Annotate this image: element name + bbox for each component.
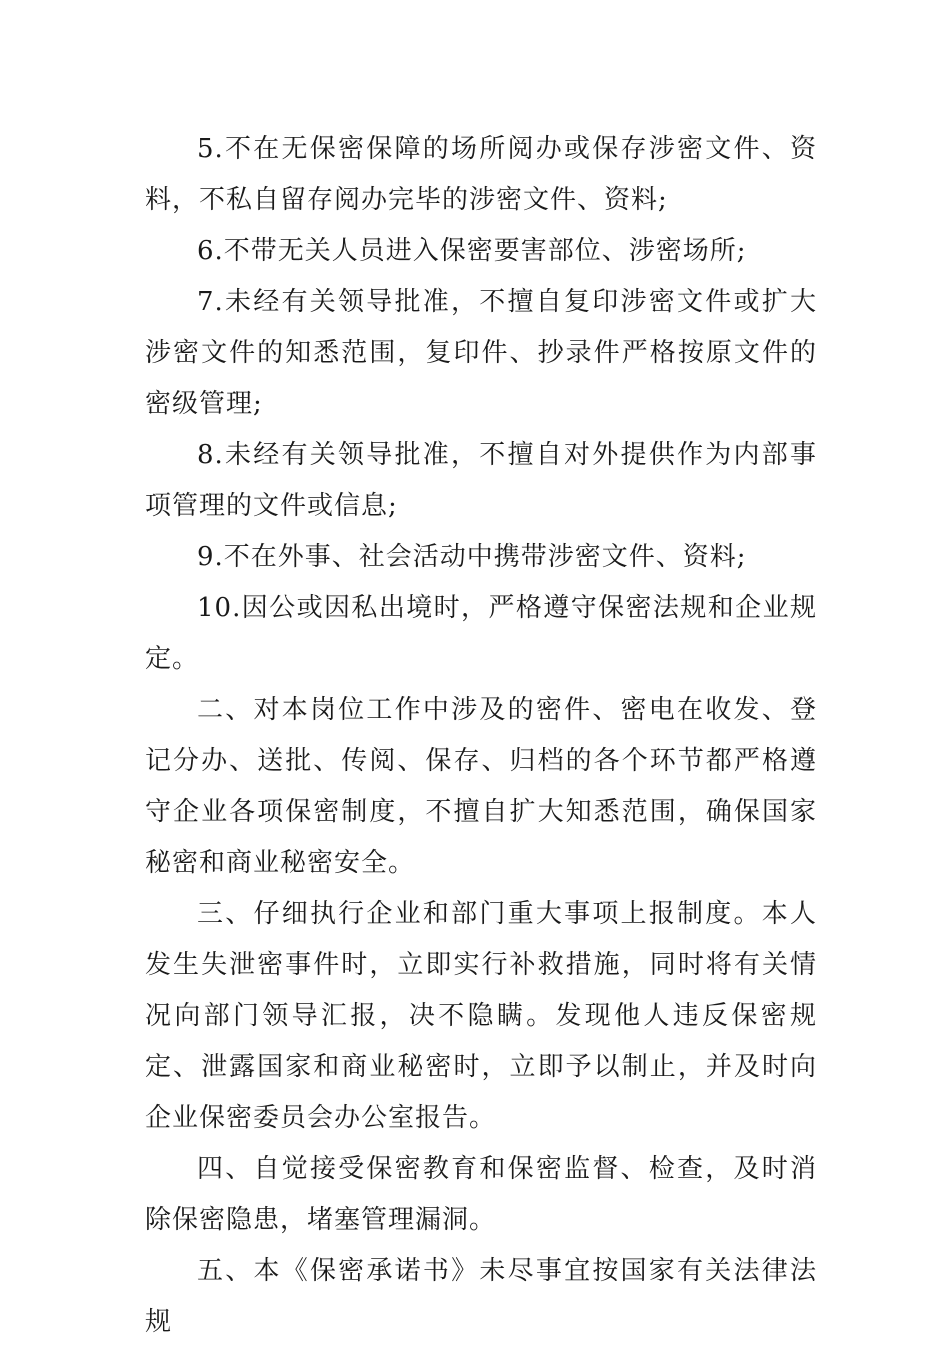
paragraph-item-10: 10.因公或因私出境时，严格遵守保密法规和企业规定。: [145, 593, 817, 674]
paragraph-item-5: 5.不在无保密保障的场所阅办或保存涉密文件、资料，不私自留存阅办完毕的涉密文件、资料;: [145, 134, 817, 215]
paragraph-section-4: 四、自觉接受保密教育和保密监督、检查，及时消除保密隐患，堵塞管理漏洞。: [145, 1154, 817, 1235]
paragraph-section-2: 二、对本岗位工作中涉及的密件、密电在收发、登记分办、送批、传阅、保存、归档的各个环节都严格遵守企业各项保密制度，不擅自扩大知悉范围，确保国家秘密和商业秘密安全。: [145, 695, 817, 878]
paragraph-section-3: 三、仔细执行企业和部门重大事项上报制度。本人发生失泄密事件时，立即实行补救措施，同时将有关情况向部门领导汇报，决不隐瞒。发现他人违反保密规定、泄露国家和商业秘密时，立即予以制止，并及时向企业保密委员会办公室报告。: [145, 899, 817, 1133]
paragraph-item-9: 9.不在外事、社会活动中携带涉密文件、资料;: [197, 542, 747, 572]
paragraph-item-6: 6.不带无关人员进入保密要害部位、涉密场所;: [197, 236, 747, 266]
paragraph-item-8: 8.未经有关领导批准，不擅自对外提供作为内部事项管理的文件或信息;: [145, 440, 817, 521]
paragraph-section-5: 五、本《保密承诺书》未尽事宜按国家有关法律法规: [145, 1256, 817, 1337]
document-body: [145, 124, 817, 1348]
paragraph-item-7: 7.未经有关领导批准，不擅自复印涉密文件或扩大涉密文件的知悉范围，复印件、抄录件严格按原文件的密级管理;: [145, 287, 817, 419]
